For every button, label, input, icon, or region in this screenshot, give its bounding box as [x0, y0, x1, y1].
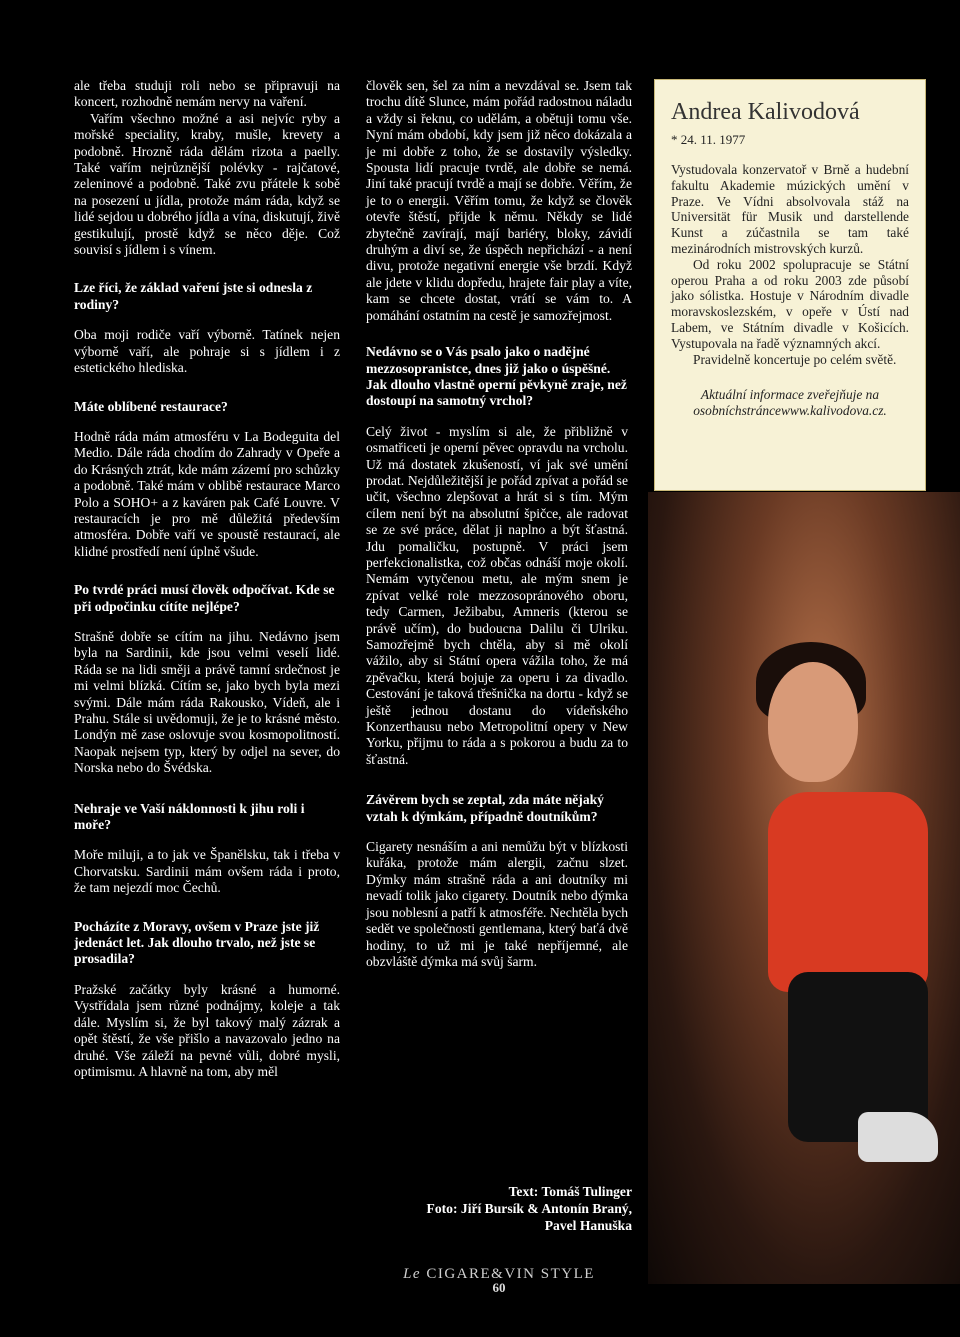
profile-bio: Pravidelně koncertuje po celém světě.: [693, 351, 897, 367]
interview-answer: Celý život - myslím si ale, že přibližně v osmatřiceti je operní pěvec opravdu na vrcholu. Už má dostatek zkušeností, ví jak své umění prodat. Nejdůležitější je pořád zpívat a pořád se učit, všechno zlepšovat a hrát si s tím. Mým cílem není být na absolutní špičce, ale radovat se ze své práce, dělat ji naplno a být šťastná. Jdu pomaličku, postupně. V práci jsem perfekcionalistka, což občas odnáší moje okolí. Nemám vytyčenou metu, ale mým snem je zpívat velké role mezzosopránového oboru, tedy Carmen, Ježibabu, Amneris (kterou se právě učím), do budoucna Dalilu či Ulriku. Samozřejmě bych chtěla, aby si mě okolí vážilo, aby si Státní opera vážila toho, že má zpěvačku, která bojuje za operu i za divadlo. Cestování je taková třešnička na dortu - když se ještě jednou dostanu do vídeňského Konzerthausu nebo Metropolitní opery v New Yorku, přijmu to ráda a s pokorou a budu za to šťastná.: [366, 423, 628, 767]
profile-website-note: Aktuální informace zveřejňuje na osobníchstráncewww.kalivodova.cz.: [693, 387, 887, 419]
profile-birthdate: * 24. 11. 1977: [671, 132, 746, 147]
interview-question: Nedávno se o Vás psalo jako o nadějné mezzosopranistce, dnes již jako o úspěšné. Jak dlouho vlastně operní pěvkyně zraje, než dostoupí na samotný vrchol?: [366, 344, 627, 409]
photo-shoe: [858, 1112, 938, 1162]
profile-name: Andrea Kalivodová: [671, 99, 860, 125]
paragraph: člověk sen, šel za ním a nevzdával se. Jsem tak trochu dítě Slunce, mám pořád radostnou náladu a vždy si řeknu, co udělám, a obětuji tomu vše. Nyní mám období, kdy jsem již něco dokázala a je mi dobře z toho, že se dostavily výsledky. Spousta lidí pracuje tvrdě, ale dobře se nemá. Jiní také pracují tvrdě a mají se dobře. Věřím, že je to o energii. Věřím tomu, že když se člověk otevře štěstí, přijde k němu. Někdy se lidé zbytečně zavírají, mají bariéry, bloky, závidí druhým a diví se, že úspěch nepřichází - a není divu, protože negativní energie vše brzdí. Když ale jdete v klidu dopředu, hrajete fair play a víte, kam se chcete dostat, vrátí se vám to. A pomáhání ostatním na cestě je samozřejmost.: [366, 78, 632, 323]
portrait-photo: [648, 492, 960, 1284]
interview-question: Lze říci, že základ vaření jste si odnesla z rodiny?: [74, 280, 313, 312]
credit-photo: Foto: Jiří Bursík & Antonín Braný,: [426, 1200, 632, 1216]
interview-question: Máte oblíbené restaurace?: [74, 398, 228, 414]
interview-question: Závěrem bych se zeptal, zda máte nějaký vztah k dýmkám, případně doutníkům?: [366, 792, 604, 824]
paragraph: Vařím všechno možné a asi nejvíc ryby a mořské speciality, kraby, mušle, krevety a podobně. Hrozně ráda dělám rizota a paelly. Také vařím nejrůznější polévky - rajčatové, zeleninové a podobně. Také zvu přátele k sobě na posezení u jídla, protože mám ráda, když se lidé sejdou u dobrého jídla a vína, diskutují, živě gestikulují, prostě když se něco děje. Což souvisí s jídlem i s vínem.: [74, 110, 340, 258]
article-column-middle: [366, 78, 632, 970]
credit-photo-2: Pavel Hanuška: [544, 1217, 632, 1233]
interview-answer: Moře miluji, a to jak ve Španělsku, tak i třeba v Chorvatsku. Sardinii mám ovšem ráda i proto, že tam nejezdí moc Čechů.: [74, 847, 340, 896]
interview-question: Pocházíte z Moravy, ovšem v Praze jste již jedenáct let. Jak dlouho trvalo, než jste se prosadila?: [74, 918, 320, 967]
article-column-left: [74, 78, 340, 1080]
interview-answer: Oba moji rodiče vaří výborně. Tatínek nejen výborně vaří, ale pohraje si s jídlem i z estetického hlediska.: [74, 327, 340, 376]
page-number: 60: [492, 1280, 506, 1295]
photo-face: [768, 662, 858, 782]
footer-le: Le: [403, 1266, 422, 1282]
interview-answer: Hodně ráda mám atmosféru v La Bodeguita del Medio. Dále ráda chodím do Zahrady v Opeře a do Krásných ztrát, kde mám zázemí pro schůzky a podobně. Také mám v oblibě restaurace Marco Polo a SOHO+ a z kaváren pak Café Louvre. V restauracích je pro mě důležitá především atmosféra. Dobře vaří ve spoustě restaurací, ale klidné prostředí není úplně všude.: [74, 428, 340, 559]
interview-question: Nehraje ve Vaší náklonnosti k jihu roli i moře?: [74, 800, 305, 833]
profile-bio: Od roku 2002 spolupracuje se Státní operou Praha a od roku 2003 zde působí jako sólistka. Hostuje v Národním divadle moravskoslezském, v opeře v Ústí nad Labem, ve Státním divadle v Košicích. Vystupovala na řadě významných akcí.: [671, 256, 909, 351]
footer-brand: CIGARE&VIN STYLE: [426, 1266, 595, 1282]
interview-question: Po tvrdé práci musí člověk odpočívat. Kde se při odpočinku cítíte nejlépe?: [74, 582, 335, 614]
interview-answer: Cigarety nesnáším a ani nemůžu být v blízkosti kuřáka, protože mám alergii, začnu slzet. Dýmky mám strašně ráda a ani doutníky mi nevadí tolik jako cigarety. Doutník nebo dýmka jsou noblesní a patří k atmosféře. Nechtěla bych sedět ve společnosti gentlemana, který baťá dvě hodiny, to už mi je také nepříjemné, ale obzvláště dýmka má svůj šarm.: [366, 839, 628, 969]
interview-answer: Strašně dobře se cítím na jihu. Nedávno jsem byla na Sardinii, kde jsou velmi veselí lidé. Ráda se na lidi směji a právě tamní srdečnost je mi velmi blízká. Cítím se, jako bych byla mezi svými. Dále mám ráda Rakousko, Vídeň, ale i Prahu. Stále si uvědomuji, že je to krásné město. Londýn mě zase oslovuje svou kosmopolitností. Naopak nejsem typ, který by odjel na sever, do Norska nebo do Švédska.: [74, 628, 340, 776]
photo-shirt: [768, 792, 928, 992]
credit-text: Text: Tomáš Tulinger: [508, 1184, 632, 1199]
profile-box: [654, 79, 926, 491]
profile-bio: Vystudovala konzervatoř v Brně a hudební fakultu Akademie múzických umění v Praze. Ve Vídni absolvovala stáž na Universität für Musik und darstellende Kunst a zúčastnila se tam také mezinárodních mistrovských kurzů.: [671, 162, 909, 256]
interview-answer: Pražské začátky byly krásné a humorné. Vystřídala jsem různé podnájmy, koleje a tak dále. Myslím si, že byl takový malý zázrak a opět štěstí, že vše přišlo a navazovalo jedno na druhé. Vše záleží na pevné vůli, dobré mysli, optimismu. A hlavně na tom, aby měl: [74, 981, 340, 1079]
paragraph: ale třeba studuji roli nebo se připravuji na koncert, rozhodně nemám nervy na vaření.: [74, 78, 340, 110]
credits: [366, 1184, 632, 1234]
